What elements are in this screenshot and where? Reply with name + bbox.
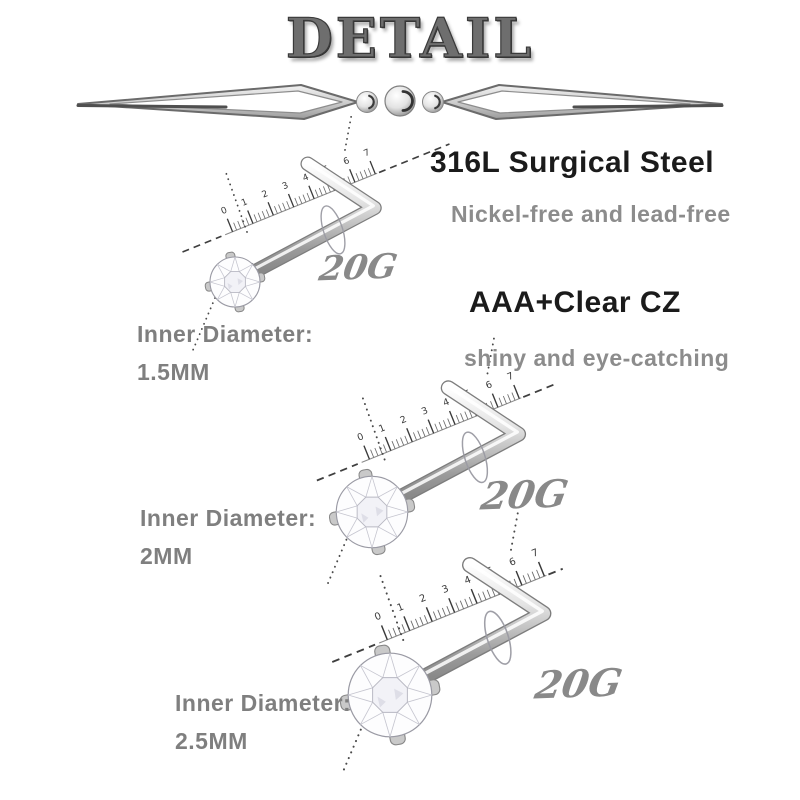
svg-text:2: 2 [418,592,428,606]
size-value: 2.5MM [175,728,248,754]
cz-gem [205,252,266,313]
svg-text:3: 3 [440,583,451,597]
gauge-label-2: 20G [477,470,572,519]
svg-text:7: 7 [505,370,516,384]
svg-text:3: 3 [280,180,291,193]
gauge-label-3: 20G [531,659,626,708]
stone-title: AAA+Clear CZ [469,286,681,319]
nose-stud-illustration-1 [183,112,450,350]
size-block-3 [175,690,351,755]
svg-text:1: 1 [377,422,387,436]
svg-text:0: 0 [355,431,366,444]
size-label: Inner Diameter: [140,505,317,531]
cz-gem [329,469,416,556]
svg-text:7: 7 [530,547,541,560]
svg-text:4: 4 [462,574,473,587]
svg-text:5: 5 [485,565,496,578]
size-label: Inner Diameter: [137,321,314,347]
svg-text:2: 2 [260,189,270,201]
svg-text:2: 2 [398,413,409,427]
svg-text:4: 4 [441,396,452,410]
gauge-label-1: 20G [316,246,401,290]
svg-text:1: 1 [395,601,406,615]
material-title: 316L Surgical Steel [430,146,715,179]
svg-text:6: 6 [342,156,352,168]
svg-text:5: 5 [321,164,331,176]
svg-text:0: 0 [219,205,229,218]
page-title: DETAIL [285,6,535,70]
stone-subtitle: shiny and eye-catching [464,345,730,371]
svg-text:1: 1 [240,197,250,209]
svg-text:7: 7 [362,147,372,160]
size-value: 1.5MM [137,359,210,385]
svg-text:6: 6 [484,379,494,392]
svg-text:3: 3 [420,405,430,418]
size-block-2 [140,505,316,570]
material-subtitle: Nickel-free and lead-free [451,201,731,227]
svg-text:6: 6 [507,556,518,569]
size-block-1 [137,321,313,386]
size-value: 2MM [140,543,193,569]
size-label: Inner Diameter: [175,690,352,716]
cz-gem [339,644,440,745]
svg-text:0: 0 [373,610,384,624]
svg-text:4: 4 [301,172,311,185]
svg-text:5: 5 [462,387,473,401]
